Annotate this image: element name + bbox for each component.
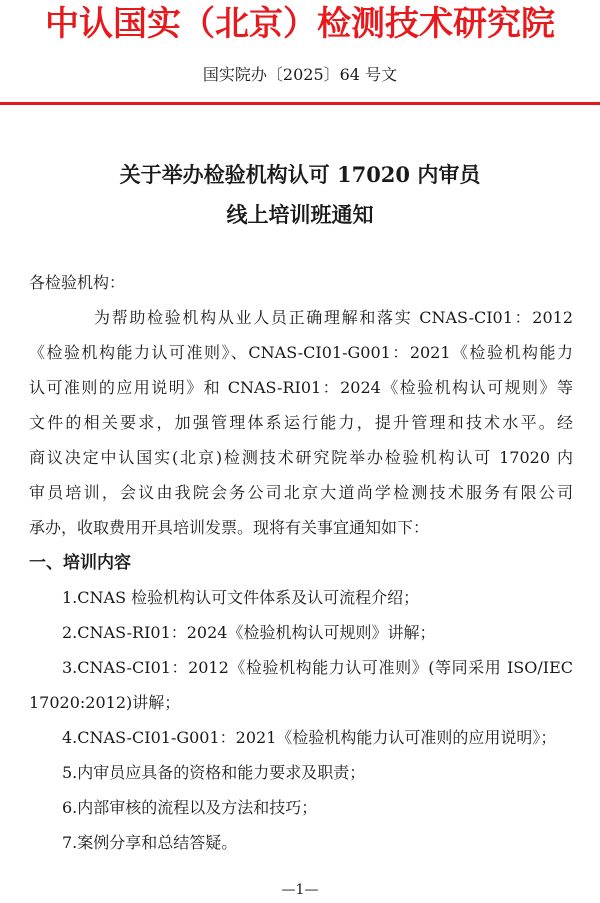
intro-line: 文件的相关要求，加强管理体系运行能力，提升管理和技术水平。经 — [29, 413, 573, 432]
salutation: 各检验机构： — [29, 273, 126, 292]
intro-line: 审员培训，会议由我院会务公司北京大道尚学检测技术服务有限公司 — [29, 483, 573, 502]
list-item: 6.内部审核的流程以及方法和技巧； — [62, 798, 318, 817]
list-item: 1.CNAS 检验机构认可文件体系及认可流程介绍； — [62, 588, 420, 607]
issuing-organization: 中认国实（北京）检测技术研究院 — [45, 4, 555, 44]
intro-line: 承办，收取费用开具培训发票。现将有关事宜通知如下： — [29, 518, 430, 537]
section-heading-training-content: 一、培训内容 — [29, 553, 131, 573]
list-item: 3.CNAS-CI01：2012《检验机构能力认可准则》(等同采用 ISO/IEC — [62, 658, 573, 677]
page-number: —1— — [281, 882, 319, 898]
list-item: 2.CNAS-RI01：2024《检验机构认可规则》讲解； — [62, 623, 436, 642]
list-item: 5.内审员应具备的资格和能力要求及职责； — [62, 763, 366, 782]
notice-title-line-2: 线上培训班通知 — [226, 202, 374, 227]
intro-line: 认可准则的应用说明》和 CNAS-RI01：2024《检验机构认可规则》等 — [29, 378, 573, 397]
red-divider-line — [0, 102, 600, 105]
intro-line: 商议决定中认国实(北京)检测技术研究院举办检验机构认可 17020 内 — [29, 448, 573, 467]
intro-line: 《检验机构能力认可准则》、CNAS-CI01-G001：2021《检验机构能力 — [29, 343, 573, 362]
list-item-continuation: 17020:2012)讲解； — [29, 693, 181, 712]
list-item: 4.CNAS-CI01-G001：2021《检验机构能力认可准则的应用说明》； — [62, 728, 557, 747]
document-number: 国实院办〔2025〕64 号文 — [202, 65, 398, 84]
notice-title-line-1: 关于举办检验机构认可 17020 内审员 — [119, 162, 481, 187]
intro-line: 为帮助检验机构从业人员正确理解和落实 CNAS-CI01：2012 — [94, 308, 573, 327]
list-item: 7.案例分享和总结答疑。 — [62, 833, 238, 852]
